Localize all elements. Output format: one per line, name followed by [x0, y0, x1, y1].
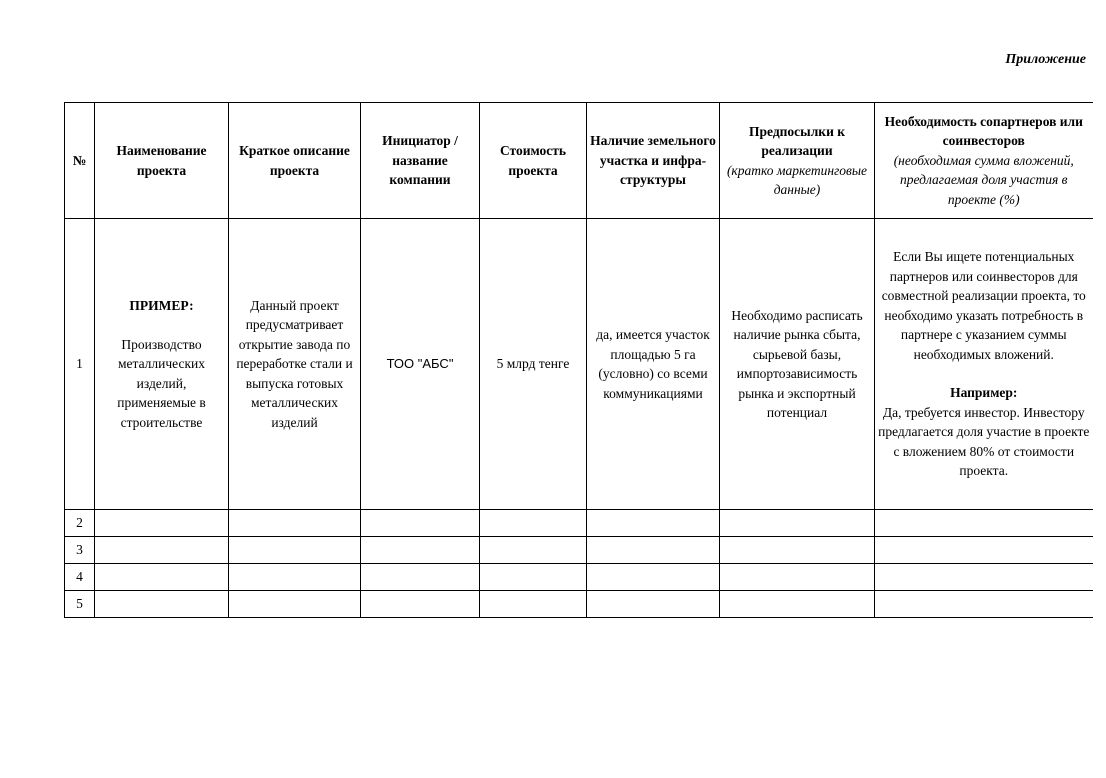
empty-cell [875, 510, 1093, 537]
header-partners-note: (необходимая сумма вложений, предлагаемая доля участия в проекте (%) [893, 152, 1074, 207]
row-number: 3 [65, 537, 95, 564]
empty-cell [95, 564, 229, 591]
cell-land: да, имеется участок площадью 5 га (условно) со всеми коммуникациями [587, 219, 720, 510]
cell-project-name [95, 219, 229, 510]
empty-cell [587, 564, 720, 591]
header-project-name: Наименование проекта [95, 103, 229, 219]
empty-cell [875, 591, 1093, 618]
empty-cell [229, 510, 361, 537]
table-row [65, 537, 1093, 564]
partners-example-text: Да, требуется инвестор. Инвестору предлагается доля участие в проекте с вложением 80% от стоимости проекта. [878, 404, 1090, 479]
cell-cost: 5 млрд тенге [480, 219, 587, 510]
empty-cell [95, 537, 229, 564]
header-partners-title: Необходимость сопартнеров или соинвесторов [884, 113, 1083, 149]
empty-cell [229, 564, 361, 591]
cell-initiator: ТОО "АБС" [361, 219, 480, 510]
empty-cell [587, 591, 720, 618]
empty-cell [480, 564, 587, 591]
header-land: Наличие земельного участка и инфра-структуры [587, 103, 720, 219]
table-row [65, 591, 1093, 618]
header-prerequisites-title: Предпосылки к реализации [749, 123, 845, 158]
empty-cell [229, 591, 361, 618]
cell-partners [875, 219, 1093, 510]
empty-cell [95, 591, 229, 618]
header-no: № [65, 103, 95, 219]
partners-example-title: Например: [950, 385, 1018, 401]
cell-description: Данный проект предусматривает открытие завода по переработке стали и выпуска готовых металлических изделий [229, 219, 361, 510]
header-partners [875, 103, 1093, 219]
table-row [65, 510, 1093, 537]
empty-cell [361, 591, 480, 618]
table-row [65, 564, 1093, 591]
example-label: ПРИМЕР: [129, 298, 194, 313]
empty-cell [720, 510, 875, 537]
row-number: 5 [65, 591, 95, 618]
empty-cell [229, 537, 361, 564]
header-initiator: Инициатор / название компании [361, 103, 480, 219]
empty-cell [361, 537, 480, 564]
header-row [65, 103, 1093, 219]
empty-cell [587, 510, 720, 537]
header-cost: Стоимость проекта [480, 103, 587, 219]
empty-cell [875, 564, 1093, 591]
projects-table [64, 102, 1093, 618]
header-prerequisites [720, 103, 875, 219]
row-number: 2 [65, 510, 95, 537]
example-project-name: Производство металлических изделий, применяемые в строительстве [117, 336, 206, 430]
partners-need-text: Если Вы ищете потенциальных партнеров или соинвесторов для совместной реализации проекта, то необходимо указать потребность в партнере с указанием суммы необходимых вложений. [881, 249, 1086, 362]
empty-cell [95, 510, 229, 537]
cell-prerequisites: Необходимо расписать наличие рынка сбыта, сырьевой базы, импортозависимость рынка и экспортный потенциал [720, 219, 875, 510]
header-prerequisites-note: (кратко маркетинговые данные) [726, 162, 868, 197]
empty-cell [720, 564, 875, 591]
row-number: 4 [65, 564, 95, 591]
empty-cell [361, 564, 480, 591]
empty-cell [587, 537, 720, 564]
header-description: Краткое описание проекта [229, 103, 361, 219]
empty-cell [875, 537, 1093, 564]
empty-cell [480, 537, 587, 564]
empty-cell [480, 510, 587, 537]
empty-cell [361, 510, 480, 537]
empty-cell [720, 591, 875, 618]
empty-cell [720, 537, 875, 564]
table-row [65, 219, 1093, 510]
empty-cell [480, 591, 587, 618]
row-number: 1 [65, 219, 95, 510]
appendix-label: Приложение [1005, 52, 1086, 67]
